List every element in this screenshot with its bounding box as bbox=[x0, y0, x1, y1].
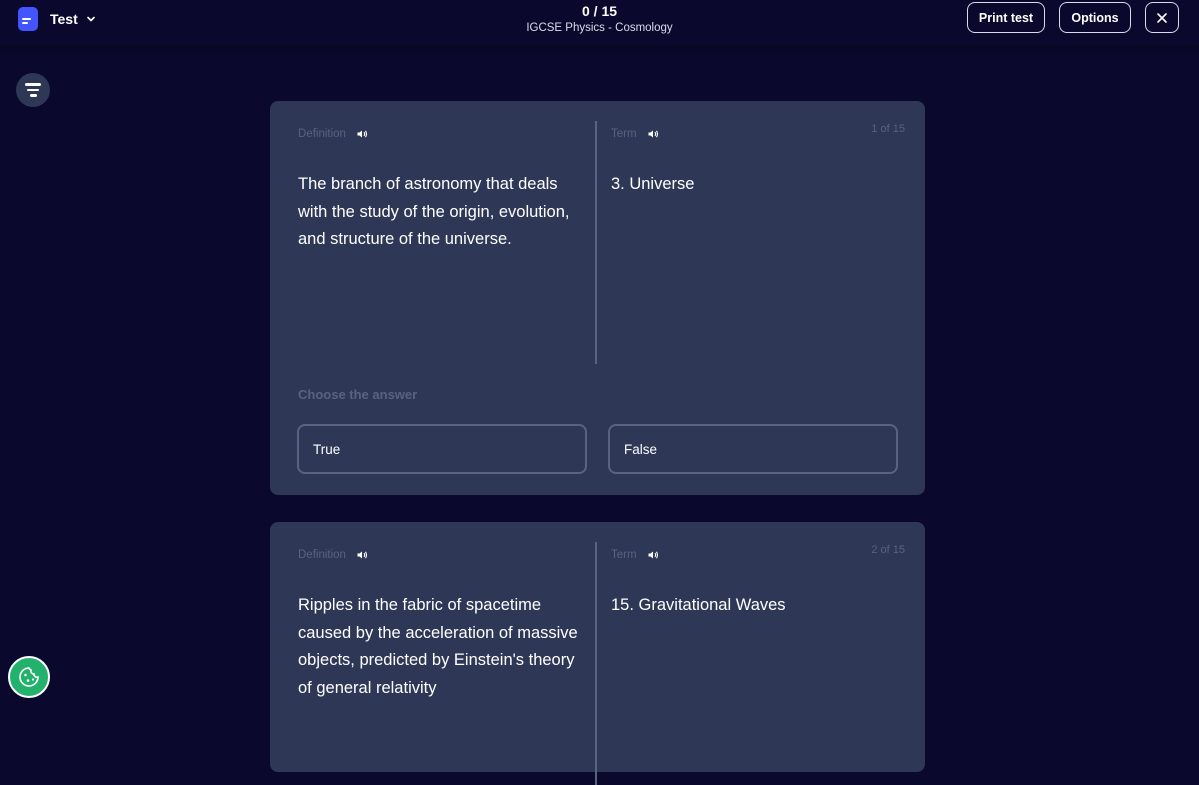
set-title: IGCSE Physics - Cosmology bbox=[526, 22, 673, 34]
filter-icon bbox=[25, 83, 41, 86]
divider bbox=[595, 542, 597, 785]
speaker-icon[interactable] bbox=[647, 549, 659, 561]
definition-text: Ripples in the fabric of spacetime caused by the acceleration of massive objects, predicted by Einstein's theory of general relativity bbox=[298, 596, 578, 697]
print-test-button[interactable]: Print test bbox=[967, 2, 1045, 33]
term-text: 15. Gravitational Waves bbox=[611, 596, 786, 614]
top-bar bbox=[0, 0, 1199, 46]
filter-icon-line bbox=[27, 89, 39, 92]
speaker-icon[interactable] bbox=[647, 128, 659, 140]
close-button[interactable] bbox=[1145, 2, 1179, 33]
definition-header bbox=[298, 549, 368, 561]
question-counter: 2 of 15 bbox=[871, 544, 905, 556]
term-label: Term bbox=[611, 128, 637, 140]
definition-text: The branch of astronomy that deals with the study of the origin, evolution, and structure of the universe. bbox=[298, 175, 570, 248]
mode-label: Test bbox=[50, 11, 78, 27]
term-header bbox=[611, 128, 659, 140]
speaker-icon[interactable] bbox=[356, 128, 368, 140]
definition-label: Definition bbox=[298, 128, 346, 140]
cookie-icon bbox=[17, 665, 41, 689]
question-card bbox=[270, 522, 925, 772]
divider bbox=[595, 121, 597, 364]
choose-answer-label: Choose the answer bbox=[298, 387, 418, 402]
definition-label: Definition bbox=[298, 549, 346, 561]
progress-count: 0 / 15 bbox=[581, 3, 618, 19]
answer-label: True bbox=[313, 441, 341, 457]
speaker-icon[interactable] bbox=[356, 549, 368, 561]
filter-button[interactable] bbox=[16, 73, 50, 107]
answer-label: False bbox=[624, 441, 658, 457]
term-header bbox=[611, 549, 659, 561]
close-icon bbox=[1156, 12, 1168, 24]
term-label: Term bbox=[611, 549, 637, 561]
filter-icon-line bbox=[30, 94, 37, 97]
question-card bbox=[270, 101, 925, 495]
cookie-settings-button[interactable] bbox=[8, 656, 50, 698]
term-text: 3. Universe bbox=[611, 175, 695, 193]
answer-true-button[interactable] bbox=[297, 424, 587, 474]
definition-header bbox=[298, 128, 368, 140]
options-button[interactable]: Options bbox=[1059, 2, 1131, 33]
question-counter: 1 of 15 bbox=[871, 123, 905, 135]
answer-false-button[interactable] bbox=[608, 424, 898, 474]
